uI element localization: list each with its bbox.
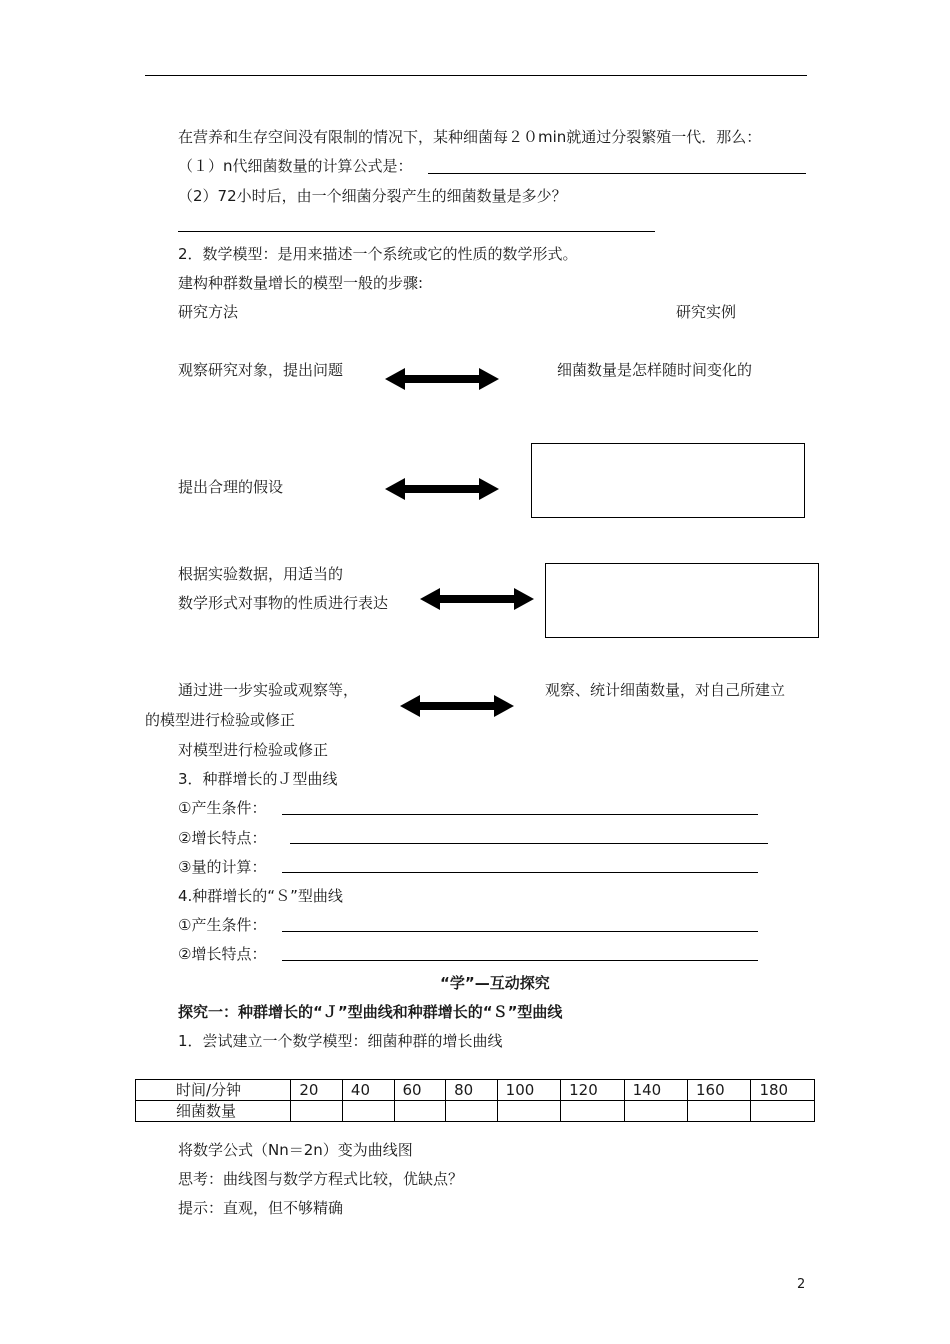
time-cell: 140 — [624, 1080, 687, 1101]
double-arrow-icon — [385, 366, 499, 392]
explore-task: 1．尝试建立一个数学模型：细菌种群的增长曲线 — [178, 1032, 503, 1050]
answer-line-q2[interactable] — [178, 231, 655, 232]
j-curve-feature-label: ②增长特点： — [178, 829, 267, 847]
step1-method: 观察研究对象，提出问题 — [178, 361, 344, 379]
column-header-example: 研究实例 — [676, 303, 737, 321]
j-curve-title: 3．种群增长的Ｊ型曲线 — [178, 770, 338, 788]
time-cell: 100 — [497, 1080, 560, 1101]
question-1: （１）n代细菌数量的计算公式是： — [178, 157, 413, 175]
step3-method-line2: 数学形式对事物的性质进行表达 — [178, 594, 389, 612]
time-cell: 80 — [446, 1080, 498, 1101]
time-cell: 60 — [394, 1080, 446, 1101]
j-curve-feature-line[interactable] — [290, 843, 768, 844]
model-definition: 2．数学模型：是用来描述一个系统或它的性质的数学形式。 — [178, 245, 578, 263]
count-cell[interactable] — [561, 1101, 624, 1122]
count-cell[interactable] — [342, 1101, 394, 1122]
step1-example: 细菌数量是怎样随时间变化的 — [557, 361, 753, 379]
count-row-label: 细菌数量 — [136, 1101, 291, 1122]
step4-method-line1: 通过进一步实验或观察等， — [178, 681, 359, 699]
j-curve-condition-label: ①产生条件： — [178, 799, 267, 817]
j-curve-calc-label: ③量的计算： — [178, 858, 267, 876]
time-cell: 160 — [688, 1080, 751, 1101]
convert-note: 将数学公式（Nn＝2n）变为曲线图 — [178, 1141, 413, 1159]
double-arrow-icon — [400, 693, 514, 719]
step4-example-wrap: 的模型进行检验或修正 — [145, 711, 296, 729]
intro-line: 在营养和生存空间没有限制的情况下，某种细菌每２０min就通过分裂繁殖一代．那么： — [178, 128, 762, 146]
count-cell[interactable] — [751, 1101, 815, 1122]
step2-method: 提出合理的假设 — [178, 478, 284, 496]
answer-box-expression[interactable] — [545, 563, 819, 638]
s-curve-feature-label: ②增长特点： — [178, 945, 267, 963]
step4-example: 观察、统计细菌数量，对自己所建立 — [545, 681, 786, 699]
count-cell[interactable] — [497, 1101, 560, 1122]
s-curve-condition-label: ①产生条件： — [178, 916, 267, 934]
count-cell[interactable] — [624, 1101, 687, 1122]
answer-line-q1[interactable] — [428, 173, 806, 174]
count-cell[interactable] — [394, 1101, 446, 1122]
double-arrow-icon — [420, 586, 534, 612]
question-2: （2）72小时后，由一个细菌分裂产生的细菌数量是多少？ — [178, 187, 567, 205]
answer-box-hypothesis[interactable] — [531, 443, 805, 518]
table-row — [136, 1101, 815, 1122]
section-heading: “学”—互动探究 — [440, 974, 550, 992]
hint-note: 提示：直观，但不够精确 — [178, 1199, 344, 1217]
page-number: 2 — [797, 1277, 806, 1292]
s-curve-feature-line[interactable] — [282, 960, 758, 961]
steps-title: 建构种群数量增长的模型一般的步骤: — [178, 274, 424, 292]
column-header-method: 研究方法 — [178, 303, 239, 321]
j-curve-condition-line[interactable] — [282, 814, 758, 815]
count-cell[interactable] — [291, 1101, 343, 1122]
time-cell: 120 — [561, 1080, 624, 1101]
explore-title: 探究一：种群增长的“Ｊ”型曲线和种群增长的“Ｓ”型曲线 — [178, 1003, 563, 1021]
header-rule — [145, 75, 807, 76]
s-curve-condition-line[interactable] — [282, 931, 758, 932]
growth-data-table — [135, 1079, 815, 1122]
j-curve-calc-line[interactable] — [282, 872, 758, 873]
time-row-label: 时间/分钟 — [136, 1080, 291, 1101]
time-cell: 40 — [342, 1080, 394, 1101]
think-note: 思考：曲线图与数学方程式比较，优缺点？ — [178, 1170, 464, 1188]
count-cell[interactable] — [688, 1101, 751, 1122]
step3-method-line1: 根据实验数据，用适当的 — [178, 565, 344, 583]
time-cell: 20 — [291, 1080, 343, 1101]
count-cell[interactable] — [446, 1101, 498, 1122]
table-row — [136, 1080, 815, 1101]
s-curve-title: 4.种群增长的“Ｓ”型曲线 — [178, 887, 343, 905]
double-arrow-icon — [385, 476, 499, 502]
step4-method-line2: 对模型进行检验或修正 — [178, 741, 329, 759]
time-cell: 180 — [751, 1080, 815, 1101]
